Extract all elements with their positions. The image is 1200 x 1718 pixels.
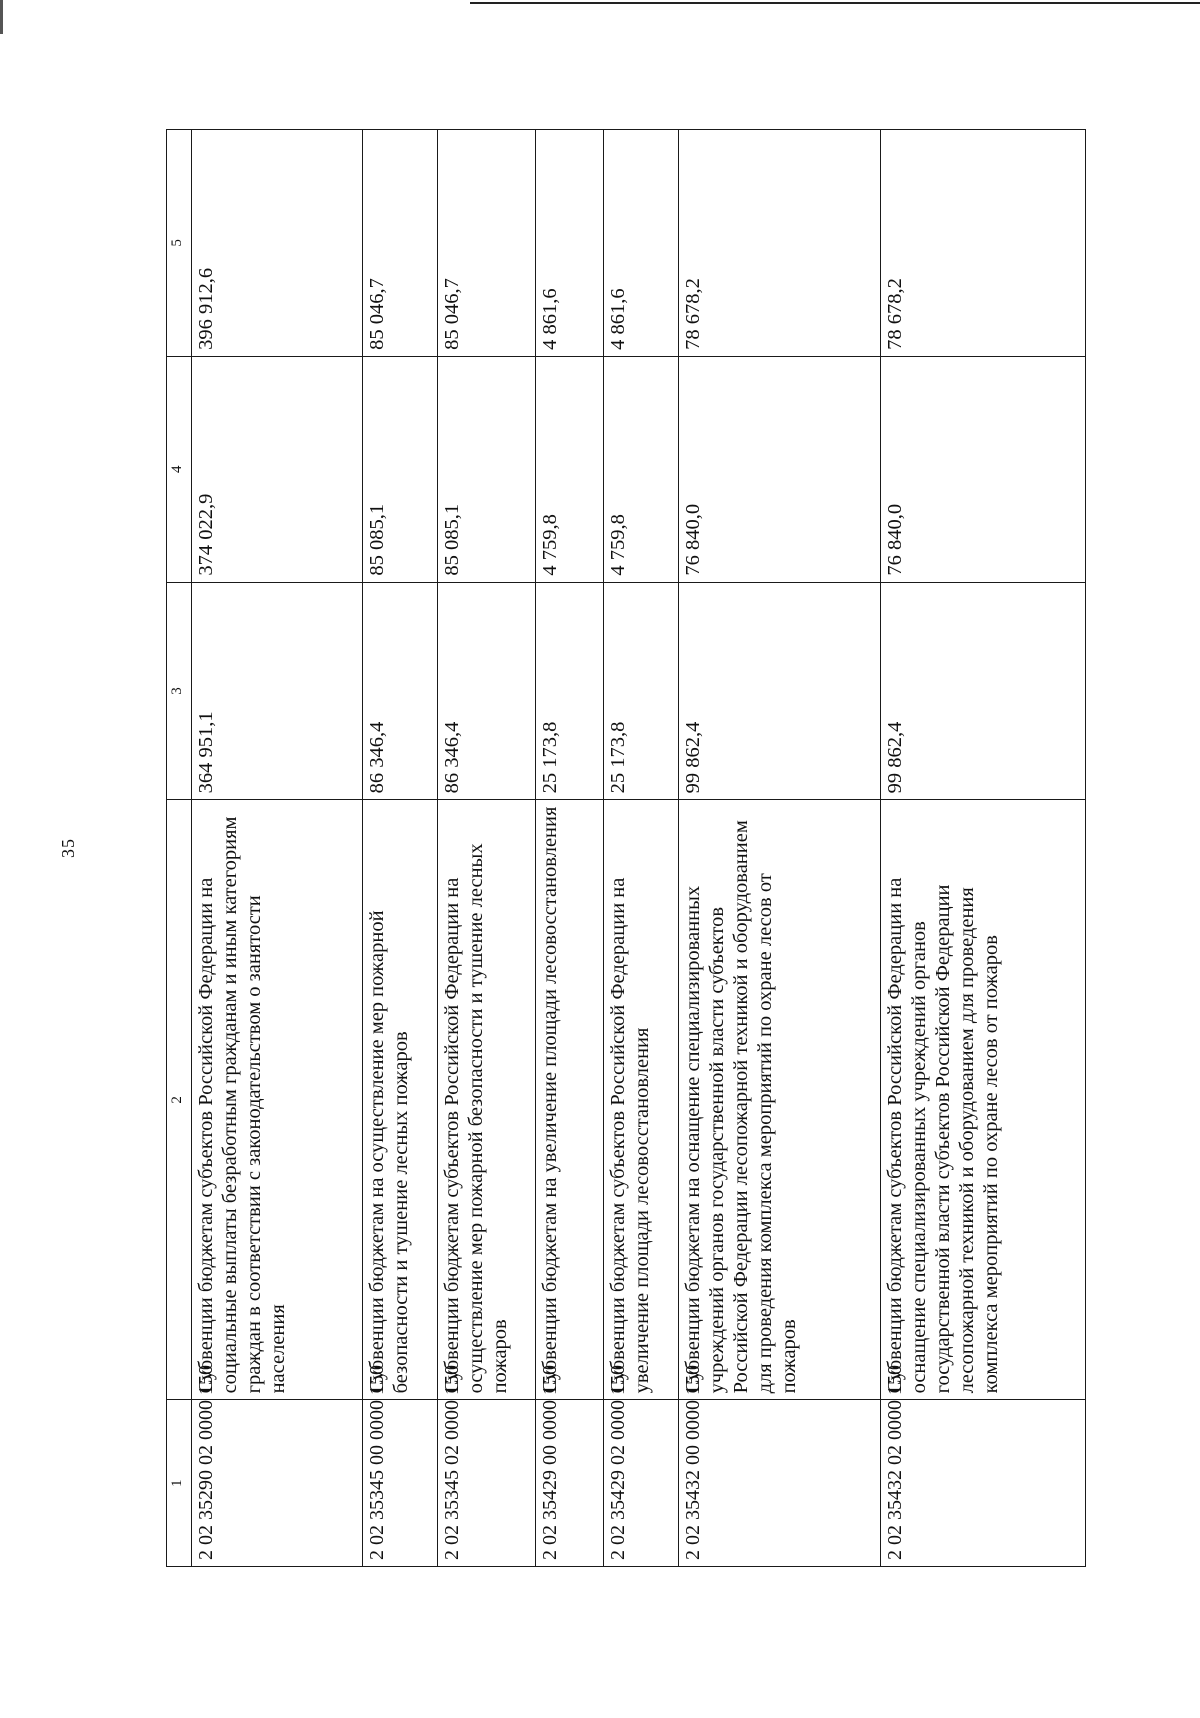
value-cell-3: 86 346,4 [438,582,536,800]
value-cell-5: 4 861,6 [604,130,679,357]
value-cell-3: 25 173,8 [604,582,679,800]
value-cell-5: 85 046,7 [362,130,437,357]
value-cell-5: 85 046,7 [438,130,536,357]
table-row [192,130,363,1567]
code-cell: 2 02 35345 00 0000 150 [362,1400,437,1567]
table-row [880,130,1085,1567]
value-cell-3: 25 173,8 [535,582,603,800]
header-cell: 4 [167,356,192,582]
value-cell-5: 78 678,2 [679,130,881,357]
name-cell: Субвенции бюджетам субъектов Российской Федерации на оснащение специализированных учреждений органов государственной власти субъектов Российской Федерации лесопожарной техникой и оборудованием для проведения комплекса мероприятий по охране лесов от пожаров [880,800,1085,1400]
value-cell-3: 86 346,4 [362,582,437,800]
page-number: 35 [58,838,78,858]
name-cell: Субвенции бюджетам субъектов Российской Федерации на социальные выплаты безработным гражданам и иным категориям граждан в соответствии с законодательством о занятости населения [192,800,363,1400]
value-cell-5: 396 912,6 [192,130,363,357]
header-cell: 1 [167,1400,192,1567]
table-row [679,130,881,1567]
value-cell-4: 4 759,8 [535,356,603,582]
name-cell: Субвенции бюджетам на осуществление мер пожарной безопасности и тушение лесных пожаров [362,800,437,1400]
value-cell-4: 85 085,1 [438,356,536,582]
code-cell: 2 02 35432 02 0000 150 [880,1400,1085,1567]
value-cell-4: 76 840,0 [880,356,1085,582]
name-cell: Субвенции бюджетам субъектов Российской Федерации на увеличение площади лесовосстановления [604,800,679,1400]
table-row [535,130,603,1567]
value-cell-3: 364 951,1 [192,582,363,800]
header-cell: 3 [167,582,192,800]
value-cell-5: 4 861,6 [535,130,603,357]
rotated-table-container [166,129,1086,1567]
code-cell: 2 02 35432 00 0000 150 [679,1400,881,1567]
value-cell-5: 78 678,2 [880,130,1085,357]
budget-table [166,129,1086,1567]
name-cell: Субвенции бюджетам на оснащение специализированных учреждений органов государственной власти субъектов Российской Федерации лесопожарной техникой и оборудованием для проведения комплекса мероприятий по охране лесов от пожаров [679,800,881,1400]
scan-border-line [470,2,1200,4]
header-row [167,130,192,1567]
name-cell: Субвенции бюджетам субъектов Российской Федерации на осуществление мер пожарной безопасности и тушение лесных пожаров [438,800,536,1400]
header-cell: 2 [167,800,192,1400]
code-cell: 2 02 35429 02 0000 150 [604,1400,679,1567]
table-row [438,130,536,1567]
value-cell-4: 76 840,0 [679,356,881,582]
code-cell: 2 02 35345 02 0000 150 [438,1400,536,1567]
table-row [604,130,679,1567]
header-cell: 5 [167,130,192,357]
code-cell: 2 02 35429 00 0000 150 [535,1400,603,1567]
value-cell-3: 99 862,4 [880,582,1085,800]
value-cell-4: 4 759,8 [604,356,679,582]
code-cell: 2 02 35290 02 0000 150 [192,1400,363,1567]
scan-edge-mark [0,0,3,34]
table-row [362,130,437,1567]
name-cell: Субвенции бюджетам на увеличение площади лесовосстановления [535,800,603,1400]
value-cell-4: 374 022,9 [192,356,363,582]
value-cell-4: 85 085,1 [362,356,437,582]
value-cell-3: 99 862,4 [679,582,881,800]
